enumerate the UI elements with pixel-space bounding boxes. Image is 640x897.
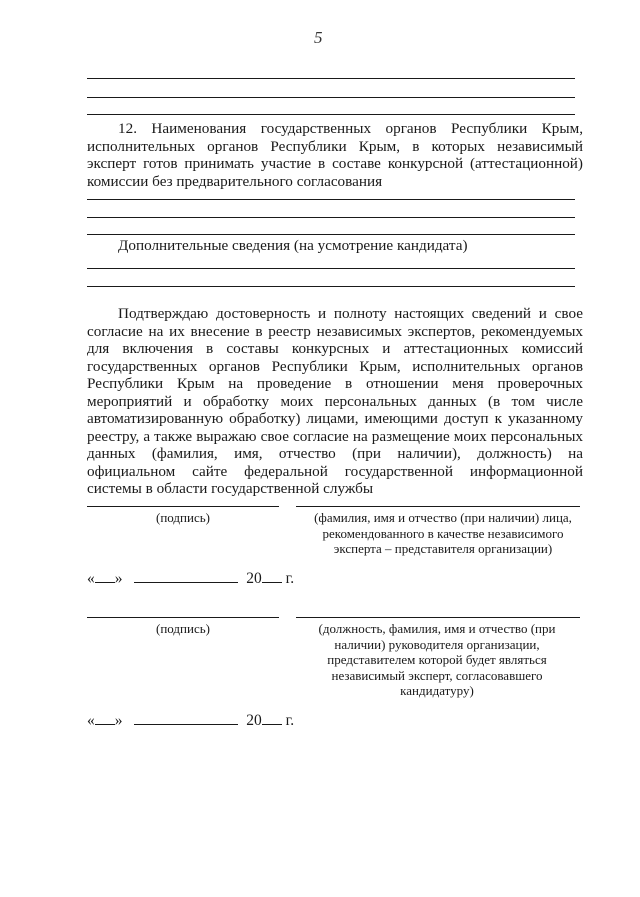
name-line (296, 506, 580, 507)
date-line (87, 710, 294, 730)
year-blank (262, 710, 282, 725)
date-close-quote: » (114, 570, 123, 587)
year-prefix: 20 (246, 570, 262, 587)
date-open-quote: « (87, 570, 95, 587)
item-12-text: 12. Наименования государственных органов Республики Крым, исполнительных органов Республики Крым, в которых независимый эксперт готов принимать участие в составе конкурсной (аттестационной) комиссии без предварительного согласования (87, 120, 583, 190)
blank-line (87, 217, 575, 218)
year-suffix: г. (285, 570, 295, 587)
additional-info-label: Дополнительные сведения (на усмотрение кандидата) (118, 237, 468, 254)
consent-paragraph: Подтверждаю достоверность и полноту настоящих сведений и свое согласие на их внесение в реестр независимых экспертов, рекомендуемых для включения в составы конкурсных и аттестационных комиссий государственных органов Республики Крым, исполнительных органов Республики Крым на проведение в отношении меня проверочных мероприятий и обработку моих персональных данных (в том числе автоматизированную обработку) лицами, имеющими доступ к указанному реестру, а также выражаю свое согласие на размещение моих персональных данных (фамилия, имя, отчество (при наличии), должность) на официальном сайте федеральной государственной информационной системы в области государственной службы (87, 305, 583, 497)
blank-line (87, 78, 575, 79)
year-blank (262, 568, 282, 583)
blank-line (87, 114, 575, 115)
blank-line (87, 97, 575, 98)
date-line (87, 568, 294, 588)
blank-line (87, 286, 575, 287)
month-blank (134, 568, 238, 583)
day-blank (95, 710, 115, 725)
head-name-caption: (должность, фамилия, имя и отчество (при наличии) руководителя организации, представителем которой будет являться независимый эксперт, согласовавшего кандидатуру) (318, 621, 556, 698)
date-open-quote: « (87, 712, 95, 729)
date-close-quote: » (114, 712, 123, 729)
year-prefix: 20 (246, 712, 262, 729)
signature-caption: (подпись) (156, 510, 210, 525)
candidate-name-caption: (фамилия, имя и отчество (при наличии) лица, рекомендованного в качестве независимого эксперта – представителя организации) (314, 510, 572, 556)
blank-line (87, 268, 575, 269)
name-line (296, 617, 580, 618)
signature-line (87, 506, 279, 507)
month-blank (134, 710, 238, 725)
day-blank (95, 568, 115, 583)
blank-line (87, 199, 575, 200)
blank-line (87, 234, 575, 235)
year-suffix: г. (285, 712, 295, 729)
signature-line (87, 617, 279, 618)
page-number: 5 (314, 28, 323, 47)
signature-caption: (подпись) (156, 621, 210, 636)
